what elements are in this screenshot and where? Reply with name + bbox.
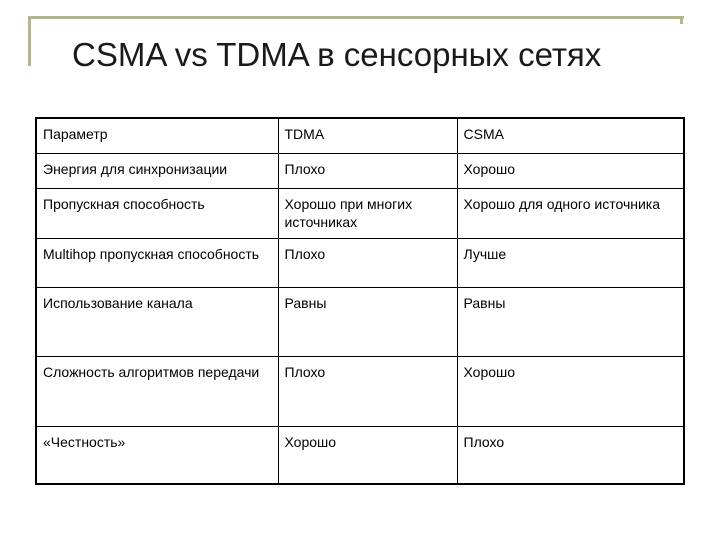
tdma-cell: Плохо [278,239,457,288]
parameter-cell: Энергия для синхронизации [36,154,278,189]
parameter-cell: Multihop пропускная способность [36,239,278,288]
csma-cell: Лучше [457,239,684,288]
header-cell-tdma: TDMA [278,118,457,154]
parameter-cell: Сложность алгоритмов передачи [36,357,278,427]
table-header-row [36,118,684,154]
table-row [36,154,684,189]
tdma-cell: Хорошо [278,427,457,485]
table-row [36,357,684,427]
tdma-cell: Плохо [278,154,457,189]
header-cell-csma: CSMA [457,118,684,154]
header-cell-parameter: Параметр [36,118,278,154]
title-decoration-top-line [28,16,684,19]
csma-cell: Хорошо для одного источника [457,189,684,239]
csma-cell: Хорошо [457,154,684,189]
tdma-cell: Хорошо при многих источниках [278,189,457,239]
parameter-cell: Использование канала [36,288,278,357]
tdma-cell: Плохо [278,357,457,427]
table-row [36,239,684,288]
title-decoration-right-tick [680,16,683,24]
parameter-cell: Пропускная способность [36,189,278,239]
csma-cell: Хорошо [457,357,684,427]
table-row [36,288,684,357]
csma-cell: Плохо [457,427,684,485]
tdma-cell: Равны [278,288,457,357]
title-decoration-left-line [28,16,31,66]
parameter-cell: «Честность» [36,427,278,485]
comparison-table [35,117,685,485]
table-row [36,427,684,485]
slide-title: CSMA vs TDMA в сенсорных сетях [72,36,602,73]
table-row [36,189,684,239]
csma-cell: Равны [457,288,684,357]
